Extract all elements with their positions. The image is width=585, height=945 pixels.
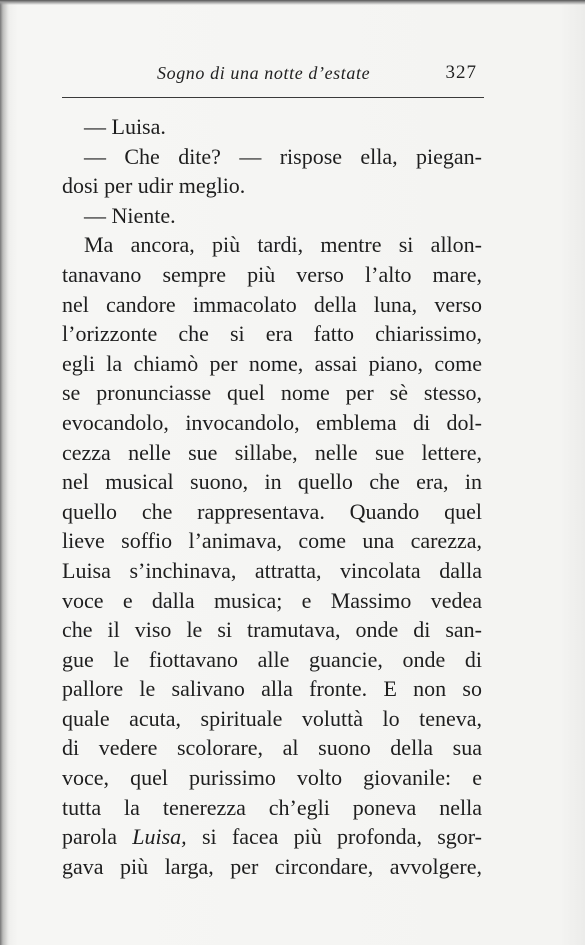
text-line: voce e dalla musica; e Massimo vedea: [62, 587, 482, 613]
book-spine-shadow: [0, 0, 10, 945]
text-line: Ma ancora, più tardi, mentre si allon-: [84, 232, 482, 258]
text-fragment: parola: [62, 824, 117, 850]
text-line: quello che rappresentava. Quando quel: [62, 498, 482, 524]
text-line: di vedere scolorare, al suono della sua: [62, 735, 482, 761]
text-line: gava più larga, per circondare, avvolgere,: [62, 853, 482, 879]
text-line: nel musical suono, in quello che era, in: [62, 469, 482, 495]
page-header: [62, 60, 482, 88]
text-line: Luisa s’inchinava, attratta, vincolata dalla: [62, 557, 482, 583]
text-line: lieve soffio l’animava, come una carezza,: [62, 528, 482, 554]
text-line: dosi per udir meglio.: [62, 173, 246, 199]
text-line: voce, quel purissimo volto giovanile: e: [62, 765, 482, 791]
text-fragment: si facea più profonda, sgor-: [201, 824, 483, 850]
text-line: quale acuta, spirituale voluttà lo teneva,: [62, 705, 482, 731]
text-line: tanavano sempre più verso l’alto mare,: [62, 261, 482, 287]
page-number: 327: [445, 62, 477, 83]
text-line: egli la chiamò per nome, assai piano, come: [62, 350, 482, 376]
text-line: gue le fiottavano alle guancie, onde di: [62, 646, 482, 672]
header-rule: [62, 97, 484, 98]
page-top-edge: [0, 0, 585, 5]
text-line: [62, 822, 482, 852]
text-line: se pronunciasse quel nome per sè stesso,: [62, 380, 482, 406]
text-line: tutta la tenerezza ch’egli poneva nella: [62, 794, 482, 820]
text-line: evocandolo, invocandolo, emblema di dol-: [62, 409, 482, 435]
text-line: — Niente.: [84, 202, 176, 228]
running-title: Sogno di una notte d’estate: [157, 63, 371, 83]
emphasized-name: Luisa,: [132, 824, 187, 850]
text-line: cezza nelle sue sillabe, nelle sue lettere,: [62, 439, 482, 465]
text-line: che il viso le si tramutava, onde di san-: [62, 617, 482, 643]
body-text: [62, 112, 482, 881]
text-line: — Che dite? — rispose ella, piegan-: [84, 143, 482, 169]
text-line: — Luisa.: [84, 114, 166, 139]
text-line: nel candore immacolato della luna, verso: [62, 291, 482, 317]
text-line: pallore le salivano alla fronte. E non so: [62, 676, 482, 702]
text-line: l’orizzonte che si era fatto chiarissimo,: [62, 321, 482, 347]
